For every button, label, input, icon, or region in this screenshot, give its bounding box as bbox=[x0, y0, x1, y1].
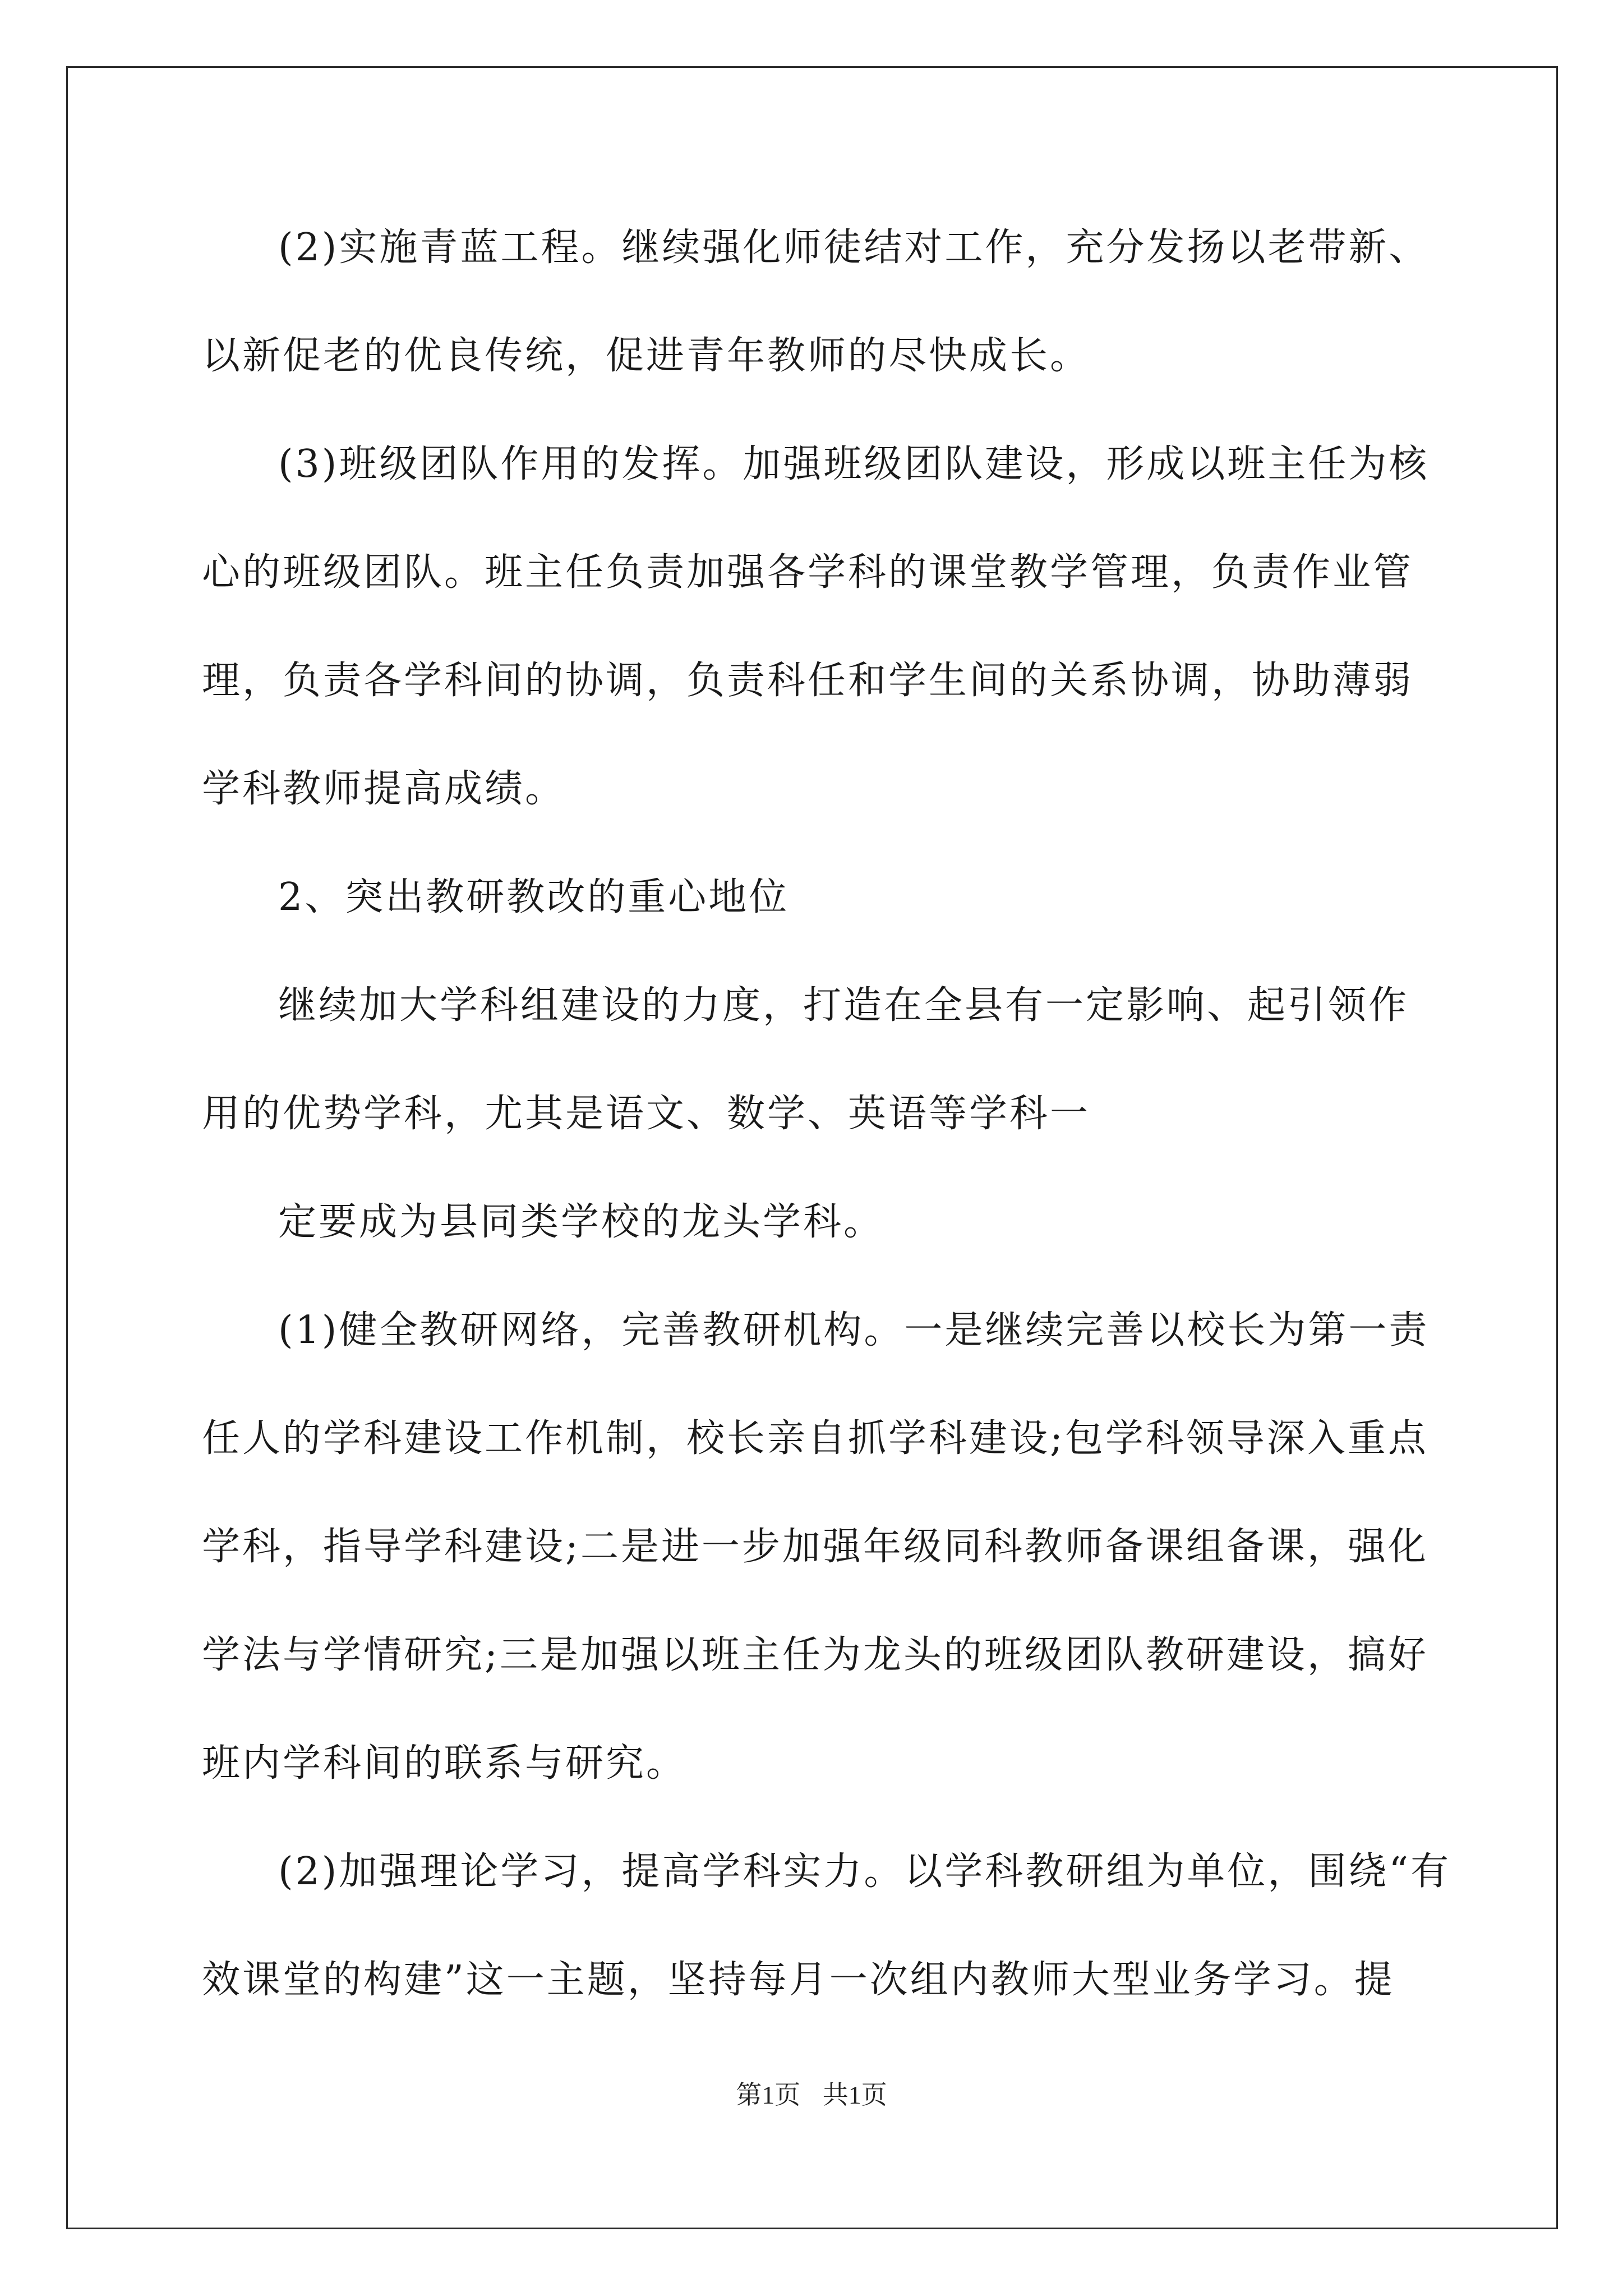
page-total: 共1页 bbox=[822, 2081, 887, 2109]
paragraph-line: 班内学科间的联系与研究。 bbox=[202, 1741, 687, 1786]
page-number: 第1页 bbox=[736, 2081, 801, 2109]
paragraph-line: 学科，指导学科建设;二是进一步加强年级同科教师备课组备课，强化 bbox=[202, 1525, 1428, 1569]
paragraph-line: (1)健全教研网络，完善教研机构。一是继续完善以校长为第一责 bbox=[278, 1308, 1430, 1352]
paragraph-line: (2)加强理论学习，提高学科实力。以学科教研组为单位，围绕“有 bbox=[278, 1849, 1451, 1894]
paragraph-line: (2)实施青蓝工程。继续强化师徒结对工作，充分发扬以老带新、 bbox=[278, 226, 1430, 270]
paragraph-line: 以新促老的优良传统，促进青年教师的尽快成长。 bbox=[202, 334, 1091, 378]
paragraph-line: 理，负责各学科间的协调，负责科任和学生间的关系协调，协助薄弱 bbox=[202, 659, 1414, 703]
paragraph-line: (3)班级团队作用的发挥。加强班级团队建设，形成以班主任为核 bbox=[278, 442, 1430, 486]
paragraph-line: 效课堂的构建”这一主题，坚持每月一次组内教师大型业务学习。提 bbox=[202, 1958, 1395, 2002]
paragraph-line: 学法与学情研究;三是加强以班主任为龙头的班级团队教研建设，搞好 bbox=[202, 1633, 1428, 1677]
paragraph-line: 学科教师提高成绩。 bbox=[202, 767, 566, 811]
paragraph-line: 继续加大学科组建设的力度，打造在全县有一定影响、起引领作 bbox=[278, 983, 1409, 1028]
paragraph-line: 心的班级团队。班主任负责加强各学科的课堂教学管理，负责作业管 bbox=[202, 550, 1414, 595]
page-footer bbox=[0, 2078, 1623, 2112]
paragraph-line: 用的优势学科，尤其是语文、数学、英语等学科一 bbox=[202, 1092, 1091, 1136]
paragraph-line: 任人的学科建设工作机制，校长亲自抓学科建设;包学科领导深入重点 bbox=[202, 1416, 1428, 1461]
paragraph-line: 定要成为县同类学校的龙头学科。 bbox=[278, 1200, 884, 1244]
section-heading: 2、突出教研教改的重心地位 bbox=[278, 875, 790, 919]
